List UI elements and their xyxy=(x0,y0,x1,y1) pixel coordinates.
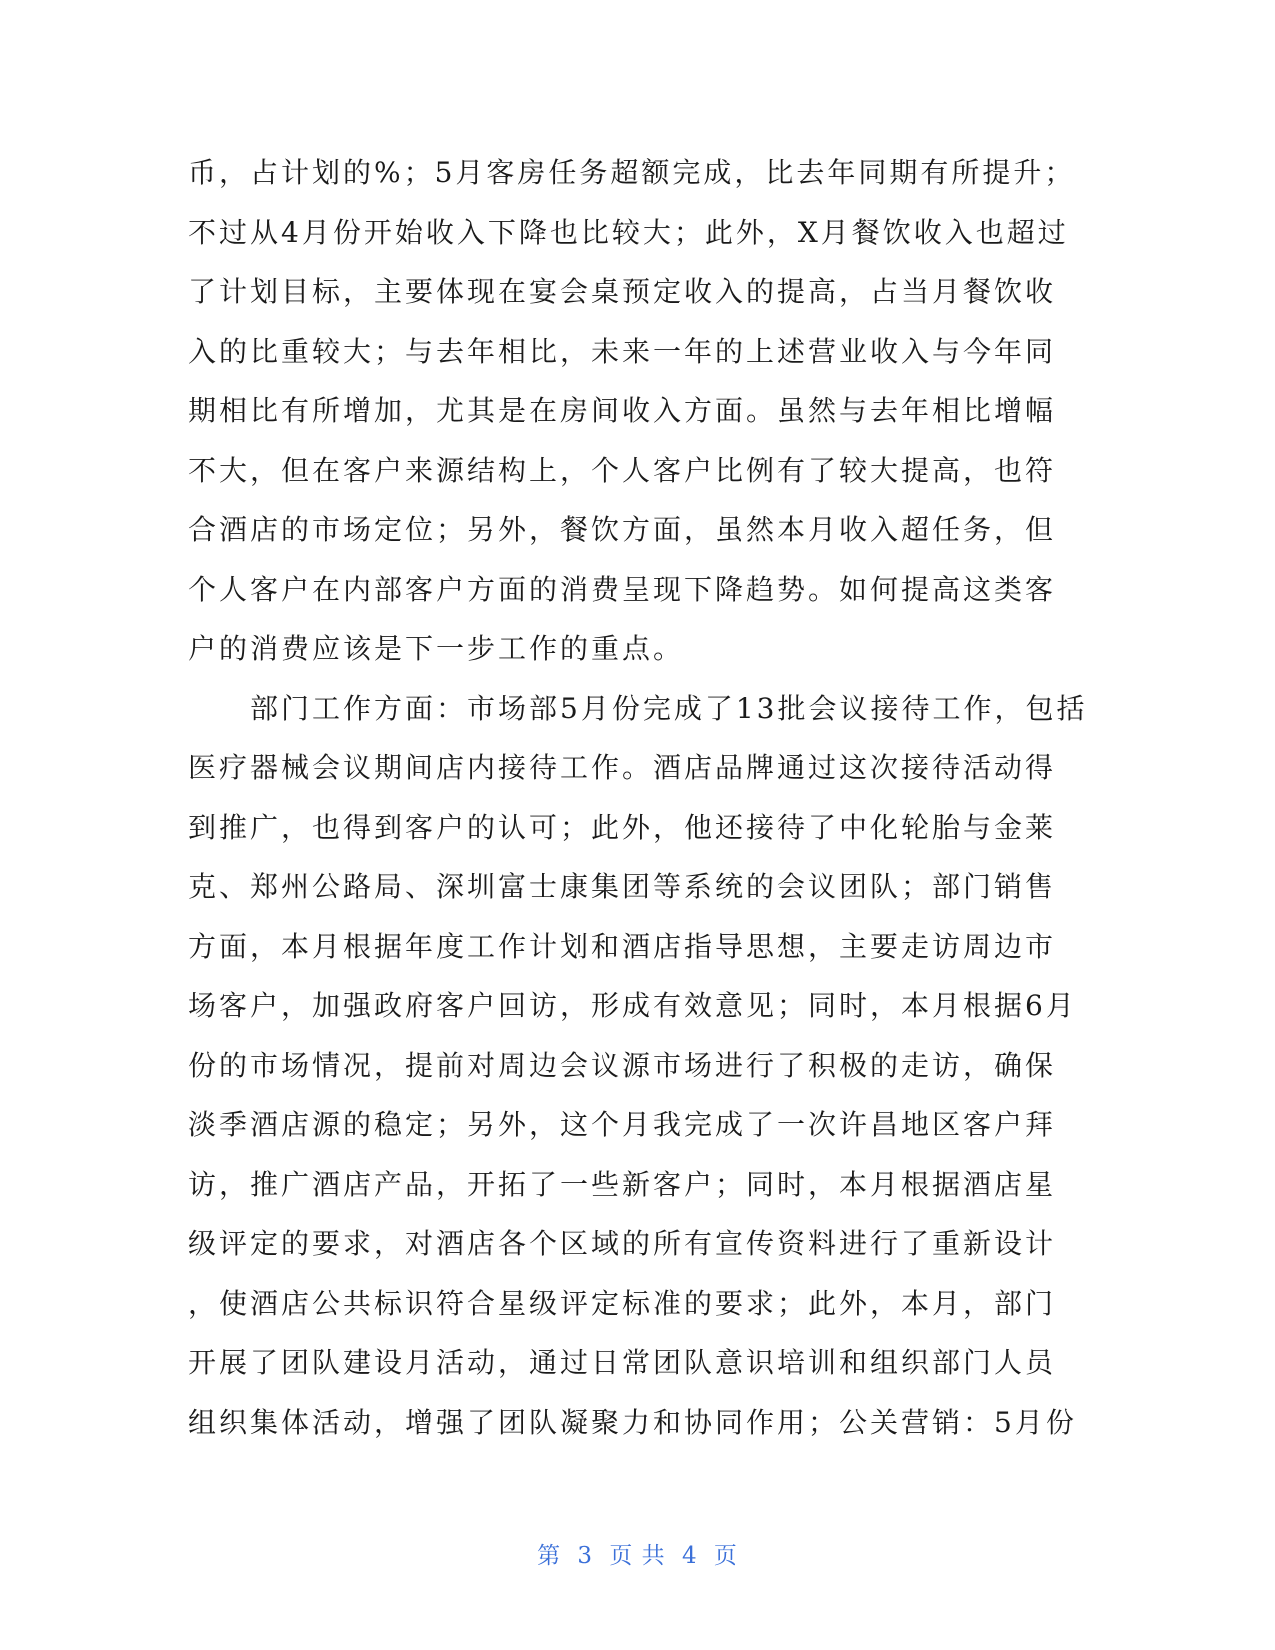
footer-suffix: 页 xyxy=(713,1543,738,1569)
text-line: 访，推广酒店产品，开拓了一些新客户；同时，本月根据酒店星 xyxy=(188,1167,1057,1201)
document-body xyxy=(188,143,1088,1452)
text-line: 户的消费应该是下一步工作的重点。 xyxy=(188,632,685,665)
text-line: 合酒店的市场定位；另外，餐饮方面，虽然本月收入超任务，但 xyxy=(188,513,1057,546)
footer-mid: 页 共 xyxy=(609,1543,666,1569)
current-page-number: 3 xyxy=(577,1543,594,1569)
paragraph-start-line: 部门工作方面：市场部5月份完成了13批会议接待工作，包括 xyxy=(188,691,1088,725)
text-line: 不过从4月份开始收入下降也比较大；此外，X月餐饮收入也超过 xyxy=(188,215,1069,249)
text-line: 开展了团队建设月活动，通过日常团队意识培训和组织部门人员 xyxy=(188,1346,1057,1379)
text-line: 淡季酒店源的稳定；另外，这个月我完成了一次许昌地区客户拜 xyxy=(188,1108,1057,1141)
text-line: 入的比重较大；与去年相比，未来一年的上述营业收入与今年同 xyxy=(188,334,1057,368)
text-line: 医疗器械会议期间店内接待工作。酒店品牌通过这次接待活动得 xyxy=(188,751,1057,784)
text-line: 级评定的要求，对酒店各个区域的所有宣传资料进行了重新设计 xyxy=(188,1227,1057,1260)
total-pages-number: 4 xyxy=(681,1543,698,1569)
text-line: 场客户，加强政府客户回访，形成有效意见；同时，本月根据6月 xyxy=(188,989,1077,1022)
footer-prefix: 第 xyxy=(537,1543,562,1569)
text-line: ，使酒店公共标识符合星级评定标准的要求；此外，本月，部门 xyxy=(188,1286,1057,1320)
text-line: 币，占计划的%；5月客房任务超额完成，比去年同期有所提升； xyxy=(188,156,1076,189)
text-line: 到推广，也得到客户的认可；此外，他还接待了中化轮胎与金莱 xyxy=(188,810,1057,844)
text-line: 了计划目标，主要体现在宴会桌预定收入的提高，占当月餐饮收 xyxy=(188,275,1057,308)
page-footer xyxy=(0,1537,1275,1570)
text-line: 个人客户在内部客户方面的消费呈现下降趋势。如何提高这类客 xyxy=(188,572,1057,606)
text-line: 组织集体活动，增强了团队凝聚力和协同作用；公关营销：5月份 xyxy=(188,1405,1077,1439)
text-line: 份的市场情况，提前对周边会议源市场进行了积极的走访，确保 xyxy=(188,1048,1057,1082)
text-line: 期相比有所增加，尤其是在房间收入方面。虽然与去年相比增幅 xyxy=(188,394,1057,427)
text-line: 克、郑州公路局、深圳富士康集团等系统的会议团队；部门销售 xyxy=(188,870,1057,903)
text-line: 方面，本月根据年度工作计划和酒店指导思想，主要走访周边市 xyxy=(188,929,1057,963)
text-line: 不大，但在客户来源结构上，个人客户比例有了较大提高，也符 xyxy=(188,453,1057,487)
